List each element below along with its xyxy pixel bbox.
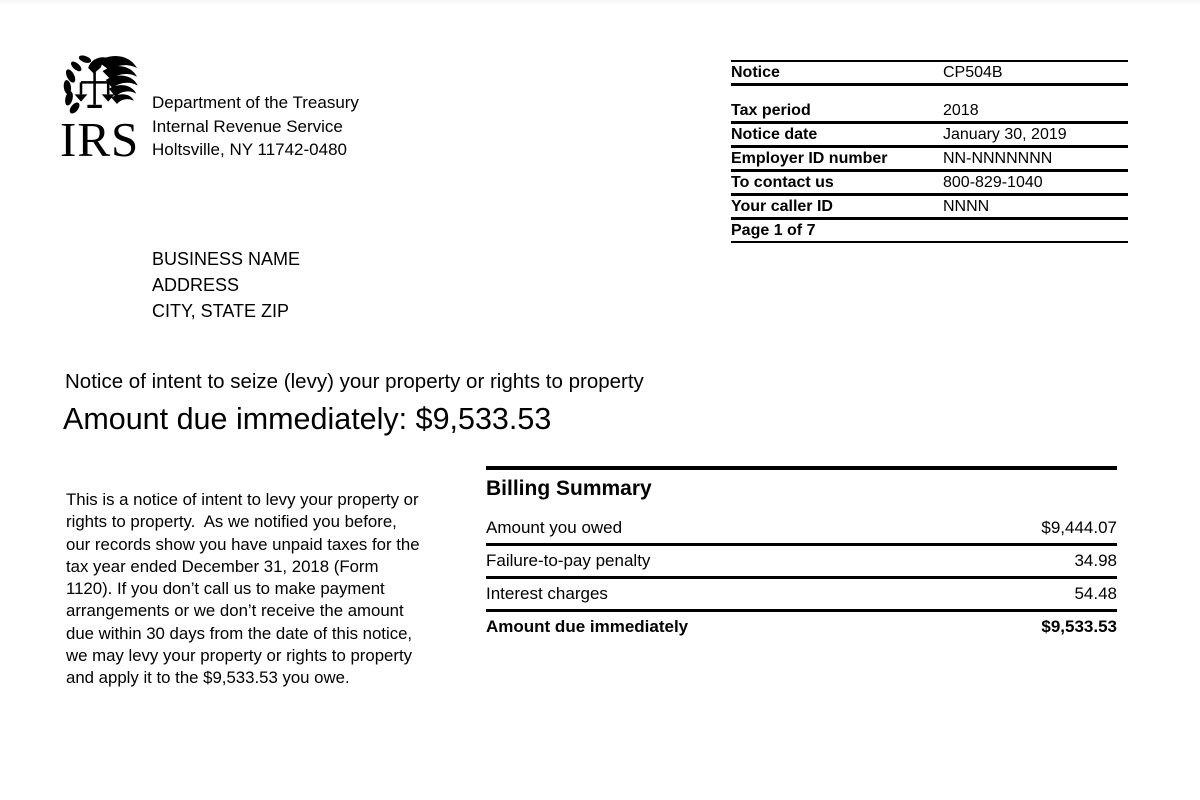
agency-line: Internal Revenue Service — [152, 116, 343, 136]
amount-due-headline: Amount due immediately: $9,533.53 — [63, 402, 552, 436]
notice-title: Notice of intent to seize (levy) your property or rights to property — [65, 370, 644, 393]
row-label: To contact us — [731, 173, 834, 191]
row-label: Tax period — [731, 101, 811, 119]
notice-info-row-contact — [731, 172, 1128, 193]
agency-line: Department of the Treasury — [152, 93, 359, 112]
row-label: Notice — [731, 63, 780, 81]
billing-row-failure-to-pay-penalty — [486, 546, 1117, 576]
billing-row-label: Failure-to-pay penalty — [486, 551, 651, 570]
page-top-edge — [0, 0, 1200, 3]
notice-date-value: January 30, 2019 — [943, 125, 1067, 143]
recipient-street: ADDRESS — [152, 275, 240, 295]
caller-id-value: NNNN — [943, 197, 990, 215]
recipient-address — [152, 246, 300, 324]
billing-row-value: $9,533.53 — [1041, 617, 1117, 636]
table-spacer — [731, 86, 1128, 100]
agency-line: Holtsville, NY 11742-0480 — [152, 140, 347, 159]
notice-info-row-notice-date — [731, 124, 1128, 145]
row-label: Your caller ID — [731, 197, 833, 215]
billing-row-label: Amount due immediately — [486, 617, 689, 636]
billing-row-amount-owed — [486, 513, 1117, 543]
irs-logo — [60, 52, 150, 167]
notice-info-row-employer-id — [731, 148, 1128, 169]
billing-row-interest-charges — [486, 579, 1117, 609]
billing-row-amount-due-immediately — [486, 612, 1117, 642]
billing-row-value: $9,444.07 — [1041, 518, 1117, 537]
billing-row-label: Interest charges — [486, 584, 608, 603]
notice-body-paragraph: This is a notice of intent to levy your property or rights to property. As we notified you before, our records show you have unpaid taxes for the tax year ended December 31, 2018 (Form 1120). If you don’t call us to make payment arrangements or we don’t receive the amount due within 30 days from the date of this notice, we may levy your property or rights to property and apply it to the $9,533.53 you owe. — [66, 490, 425, 688]
notice-info-table — [731, 60, 1128, 243]
billing-row-value: 34.98 — [1074, 551, 1117, 570]
recipient-name: BUSINESS NAME — [152, 249, 301, 269]
notice-info-row-page — [731, 220, 1128, 241]
notice-info-row-notice — [731, 62, 1128, 83]
billing-row-value: 54.48 — [1074, 584, 1117, 603]
recipient-city-state-zip: CITY, STATE ZIP — [152, 301, 290, 321]
agency-address — [152, 91, 359, 162]
billing-row-label: Amount you owed — [486, 518, 623, 537]
irs-eagle-icon — [60, 52, 142, 116]
billing-summary-title: Billing Summary — [486, 477, 652, 500]
notice-number: CP504B — [943, 63, 1003, 81]
row-label: Notice date — [731, 125, 818, 143]
contact-phone-value: 800-829-1040 — [943, 173, 1043, 191]
billing-summary — [486, 466, 1117, 642]
notice-info-row-tax-period — [731, 100, 1128, 121]
tax-period-value: 2018 — [943, 101, 979, 119]
irs-wordmark: IRS — [60, 112, 140, 167]
notice-info-row-caller-id — [731, 196, 1128, 217]
row-label: Employer ID number — [731, 149, 888, 167]
table-rule — [731, 241, 1128, 243]
employer-id-value: NN-NNNNNNN — [943, 149, 1053, 167]
page-indicator: Page 1 of 7 — [731, 221, 816, 239]
billing-summary-top-rule — [486, 466, 1117, 470]
